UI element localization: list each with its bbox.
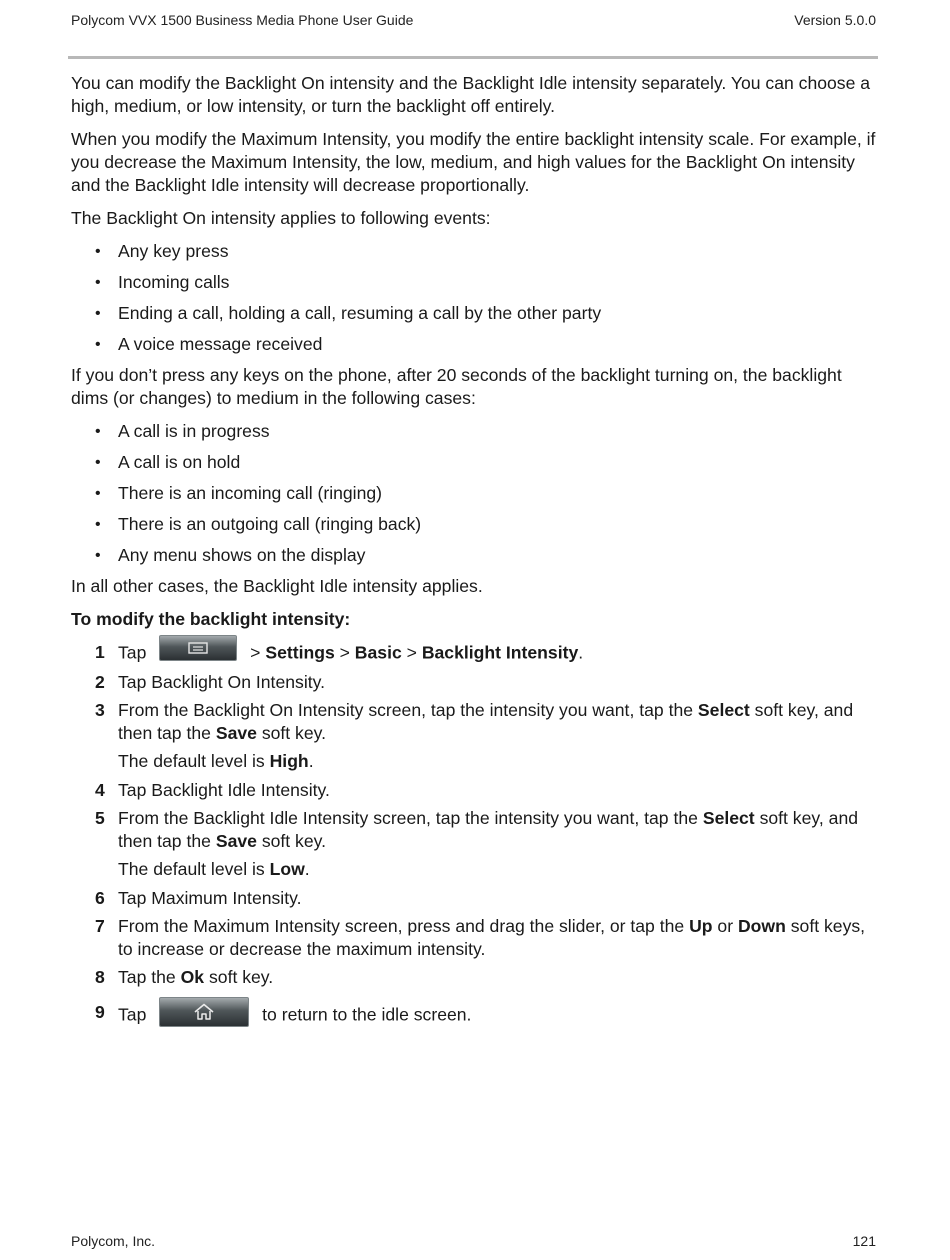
step-7: 7 From the Maximum Intensity screen, press and drag the slider, or tap the Up or Down soft keys, to increase or decrease the maximum intensity.: [95, 916, 866, 959]
procedure-steps: [71, 641, 876, 1031]
document-title: Polycom VVX 1500 Business Media Phone User Guide: [71, 12, 414, 28]
step-number: 7: [95, 916, 105, 936]
step-6: 6 Tap Maximum Intensity.: [95, 888, 302, 908]
step-note: The default level is High.: [118, 751, 314, 771]
header-divider: [68, 56, 878, 59]
procedure-title: To modify the backlight intensity:: [71, 609, 351, 629]
step-number: 5: [95, 808, 105, 828]
menu-key-icon: [159, 635, 237, 661]
paragraph-events-intro: The Backlight On intensity applies to following events:: [71, 208, 491, 228]
list-item: • There is an outgoing call (ringing back): [71, 513, 876, 536]
list-item: • A call is in progress: [71, 420, 876, 443]
step-note: The default level is Low.: [118, 859, 310, 879]
list-item: • Any key press: [71, 240, 876, 263]
cases-list: [71, 420, 876, 567]
step-number: 4: [95, 780, 105, 800]
step-number: 2: [95, 672, 105, 692]
document-version: Version 5.0.0: [794, 12, 876, 28]
list-item: • There is an incoming call (ringing): [71, 482, 876, 505]
paragraph-intro: You can modify the Backlight On intensity and the Backlight Idle intensity separately. You can choose a high, medium, or low intensity, or turn the backlight off entirely.: [71, 73, 871, 116]
page-number: 121: [852, 1233, 876, 1249]
list-item: • Incoming calls: [71, 271, 876, 294]
step-5: 5 From the Backlight Idle Intensity screen, tap the intensity you want, tap the Select soft key, and then tap the Save soft key.: [95, 808, 859, 851]
events-list: [71, 240, 876, 356]
step-number: 6: [95, 888, 105, 908]
step-number: 9: [95, 1002, 105, 1022]
page-body: [71, 72, 876, 1036]
list-item: • A voice message received: [71, 333, 876, 356]
step-8: 8 Tap the Ok soft key.: [95, 967, 274, 987]
step-1: 1 Tap > Settings > Basic > Backlight Intensity.: [71, 641, 876, 667]
footer-company: Polycom, Inc.: [71, 1233, 156, 1249]
step-4: 4 Tap Backlight Idle Intensity.: [95, 780, 330, 800]
step-3: 3 From the Backlight On Intensity screen, tap the intensity you want, tap the Select soft key, and then tap the Save soft key.: [95, 700, 854, 743]
paragraph-other-cases: In all other cases, the Backlight Idle intensity applies.: [71, 576, 483, 596]
step-9: 9 Tap to return to the idle screen.: [71, 1001, 876, 1031]
step-2: 2 Tap Backlight On Intensity.: [95, 672, 325, 692]
paragraph-max-intensity: When you modify the Maximum Intensity, you modify the entire backlight intensity scale. For example, if you decrease the Maximum Intensity, the low, medium, and high values for the Backlight On intensity and the Backlight Idle intensity will decrease proportionally.: [71, 129, 876, 195]
step-number: 8: [95, 967, 105, 987]
step-number: 3: [95, 700, 105, 720]
list-item: • A call is on hold: [71, 451, 876, 474]
step-number: 1: [95, 642, 105, 662]
home-key-icon: [159, 997, 249, 1027]
list-item: • Ending a call, holding a call, resuming a call by the other party: [71, 302, 876, 325]
paragraph-dim-rule: If you don’t press any keys on the phone, after 20 seconds of the backlight turning on, the backlight dims (or changes) to medium in the following cases:: [71, 365, 842, 408]
list-item: • Any menu shows on the display: [71, 544, 876, 567]
page-header: [71, 12, 876, 32]
